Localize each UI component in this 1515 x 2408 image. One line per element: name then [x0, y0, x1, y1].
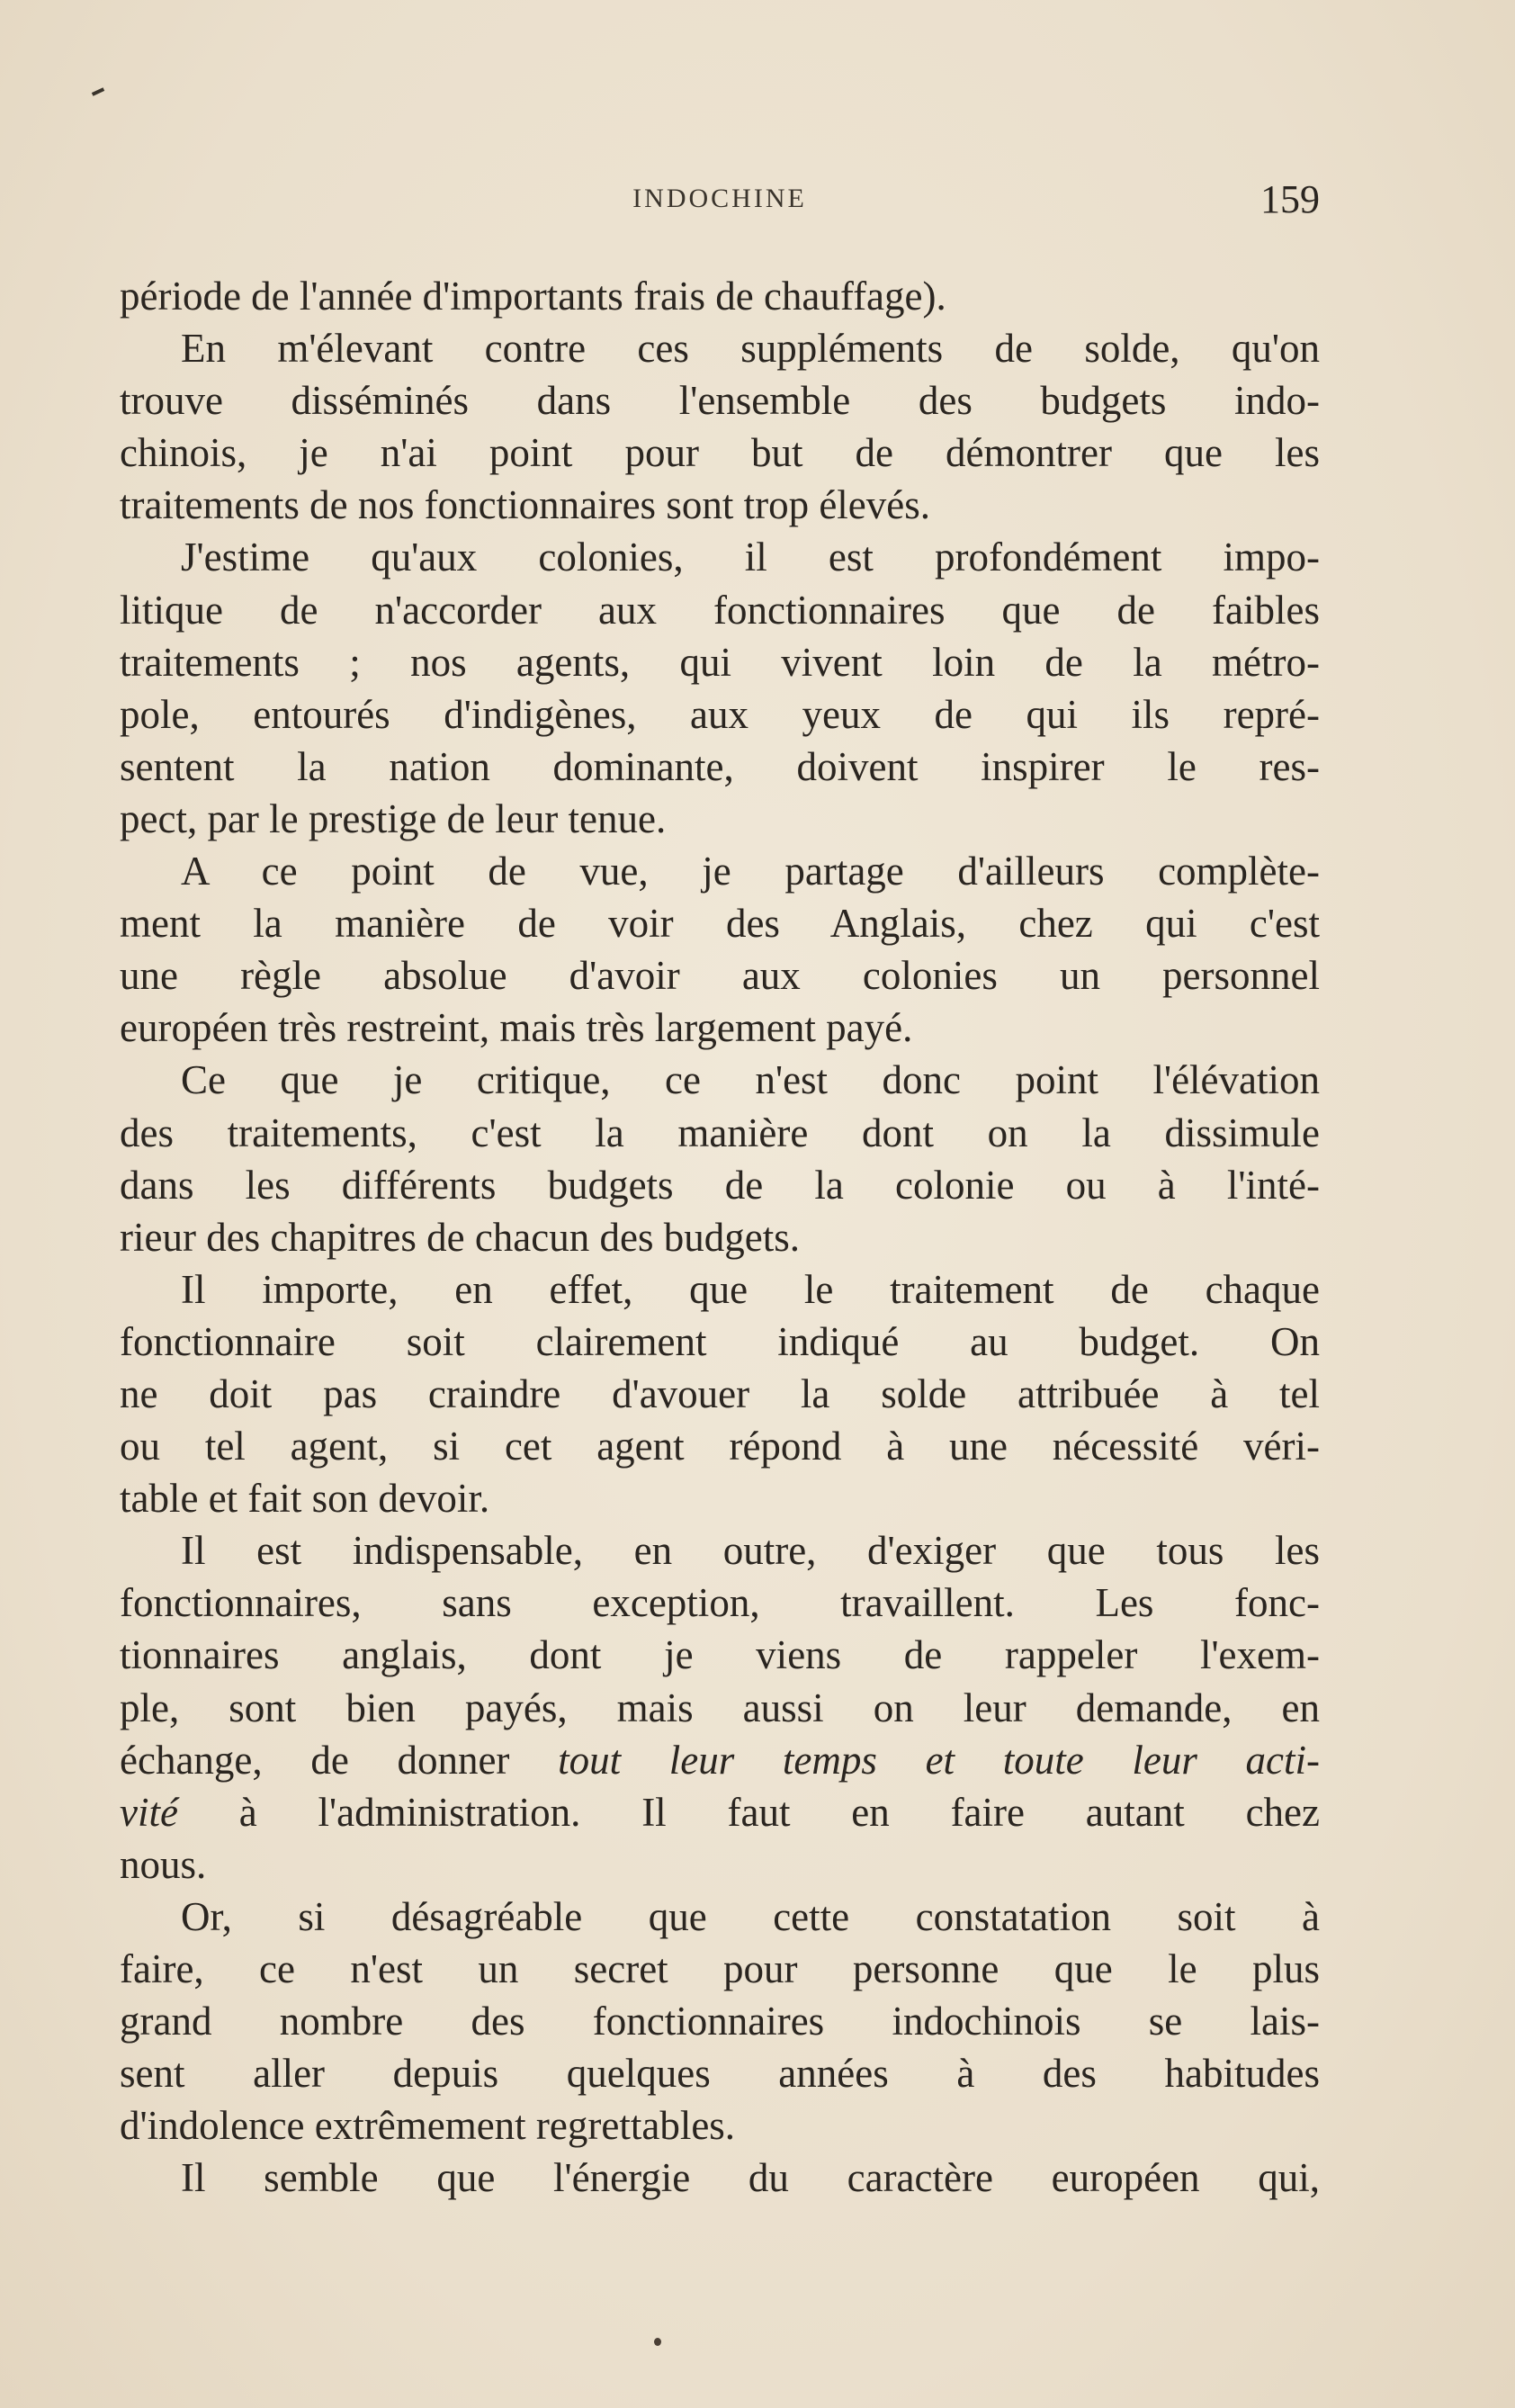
text-line: [120, 1943, 1320, 1995]
text-segment: période de l'année d'importants frais de chauffage).: [120, 274, 946, 319]
text-segment: Il semble que l'énergie du caractère européen qui,: [181, 2155, 1320, 2201]
text-line: [120, 1629, 1320, 1681]
text-line: [120, 1524, 1320, 1577]
text-line: [120, 1054, 1320, 1106]
text-segment: pect, par le prestige de leur tenue.: [120, 795, 667, 841]
text-segment: A ce point de vue, je partage d'ailleurs complète-: [181, 849, 1320, 894]
text-segment: sent aller depuis quelques années à des habitudes: [120, 2051, 1320, 2097]
text-segment: ment la manière de voir des Anglais, chez qui c'est: [120, 901, 1320, 947]
text-line: [120, 1420, 1320, 1472]
text-line: [120, 427, 1320, 479]
text-line: [120, 1786, 1320, 1838]
text-line: [120, 1734, 1320, 1786]
text-segment: chinois, je n'ai point pour but de démontrer que les: [120, 430, 1320, 476]
text-line: [120, 741, 1320, 793]
text-segment: fonctionnaires, sans exception, travaillent. Les fonc-: [120, 1580, 1320, 1626]
text-line: [120, 949, 1320, 1002]
text-line: [120, 1316, 1320, 1368]
text-segment: échange, de donner: [120, 1737, 559, 1783]
text-line: [120, 374, 1320, 427]
text-segment: dans les différents budgets de la colonie ou à l'inté-: [120, 1162, 1320, 1208]
text-segment: trouve disséminés dans l'ensemble des budgets indo-: [120, 378, 1320, 424]
text-line: [120, 1263, 1320, 1316]
text-line: [120, 1995, 1320, 2047]
signature-dot: [654, 2338, 661, 2346]
text-segment: ne doit pas craindre d'avouer la solde attribuée à tel: [120, 1370, 1320, 1416]
text-segment: fonctionnaire soit clairement indiqué au budget. On: [120, 1318, 1320, 1364]
text-line: [120, 531, 1320, 583]
text-line: [120, 322, 1320, 374]
text-line: [120, 897, 1320, 949]
text-segment: grand nombre des fonctionnaires indochinois se lais-: [120, 1999, 1320, 2044]
text-segment: tionnaires anglais, dont je viens de rappeler l'exem-: [120, 1632, 1320, 1678]
text-segment: nous.: [120, 1841, 207, 1887]
italic-text: vité: [120, 1789, 178, 1835]
page-number: 159: [1260, 177, 1320, 221]
running-title: INDOCHINE: [632, 184, 807, 213]
text-line: [120, 479, 1320, 531]
text-line: [120, 270, 1320, 322]
text-line: [120, 2099, 1320, 2152]
text-segment: ple, sont bien payés, mais aussi on leur demande, en: [120, 1685, 1320, 1730]
text-line: [120, 1368, 1320, 1420]
text-segment: des traitements, c'est la manière dont on la dissimule: [120, 1110, 1320, 1155]
text-line: [120, 1838, 1320, 1891]
text-line: [120, 845, 1320, 897]
text-segment: table et fait son devoir.: [120, 1476, 490, 1522]
text-line: [120, 688, 1320, 741]
text-segment: traitements de nos fonctionnaires sont trop élevés.: [120, 482, 931, 528]
text-line: [120, 584, 1320, 636]
ink-mark: [92, 87, 104, 96]
text-line: [120, 1002, 1320, 1054]
text-line: [120, 1472, 1320, 1524]
text-segment: une règle absolue d'avoir aux colonies un personnel: [120, 953, 1320, 999]
text-segment: européen très restreint, mais très largement payé.: [120, 1005, 913, 1051]
text-line: [120, 2047, 1320, 2099]
text-segment: traitements ; nos agents, qui vivent loin de la métro-: [120, 639, 1320, 685]
text-segment: Il est indispensable, en outre, d'exiger que tous les: [181, 1528, 1320, 1574]
text-segment: rieur des chapitres de chacun des budgets.: [120, 1214, 800, 1260]
text-line: [120, 1682, 1320, 1734]
body-text: [120, 270, 1320, 2204]
text-segment: à l'administration. Il faut en faire autant chez: [177, 1789, 1320, 1835]
italic-text: tout leur temps et toute leur acti-: [558, 1737, 1320, 1783]
text-line: [120, 636, 1320, 688]
text-line: [120, 1211, 1320, 1263]
text-segment: ou tel agent, si cet agent répond à une nécessité véri-: [120, 1424, 1320, 1469]
text-segment: litique de n'accorder aux fonctionnaires que de faibles: [120, 587, 1320, 633]
text-segment: sentent la nation dominante, doivent inspirer le res-: [120, 743, 1320, 789]
text-segment: En m'élevant contre ces suppléments de solde, qu'on: [181, 326, 1320, 372]
text-segment: pole, entourés d'indigènes, aux yeux de qui ils repré-: [120, 691, 1320, 737]
text-segment: Or, si désagréable que cette constatation soit à: [181, 1893, 1320, 1939]
text-segment: faire, ce n'est un secret pour personne que le plus: [120, 1946, 1320, 1991]
text-line: [120, 2152, 1320, 2204]
text-segment: d'indolence extrêmement regrettables.: [120, 2103, 736, 2149]
text-segment: Il importe, en effet, que le traitement de chaque: [181, 1266, 1320, 1312]
text-line: [120, 1891, 1320, 1943]
text-segment: Ce que je critique, ce n'est donc point l'élévation: [181, 1057, 1320, 1103]
text-line: [120, 793, 1320, 845]
text-line: [120, 1577, 1320, 1629]
text-line: [120, 1159, 1320, 1211]
page-header: [120, 176, 1320, 221]
text-segment: J'estime qu'aux colonies, il est profondément impo-: [181, 535, 1320, 580]
text-line: [120, 1107, 1320, 1159]
